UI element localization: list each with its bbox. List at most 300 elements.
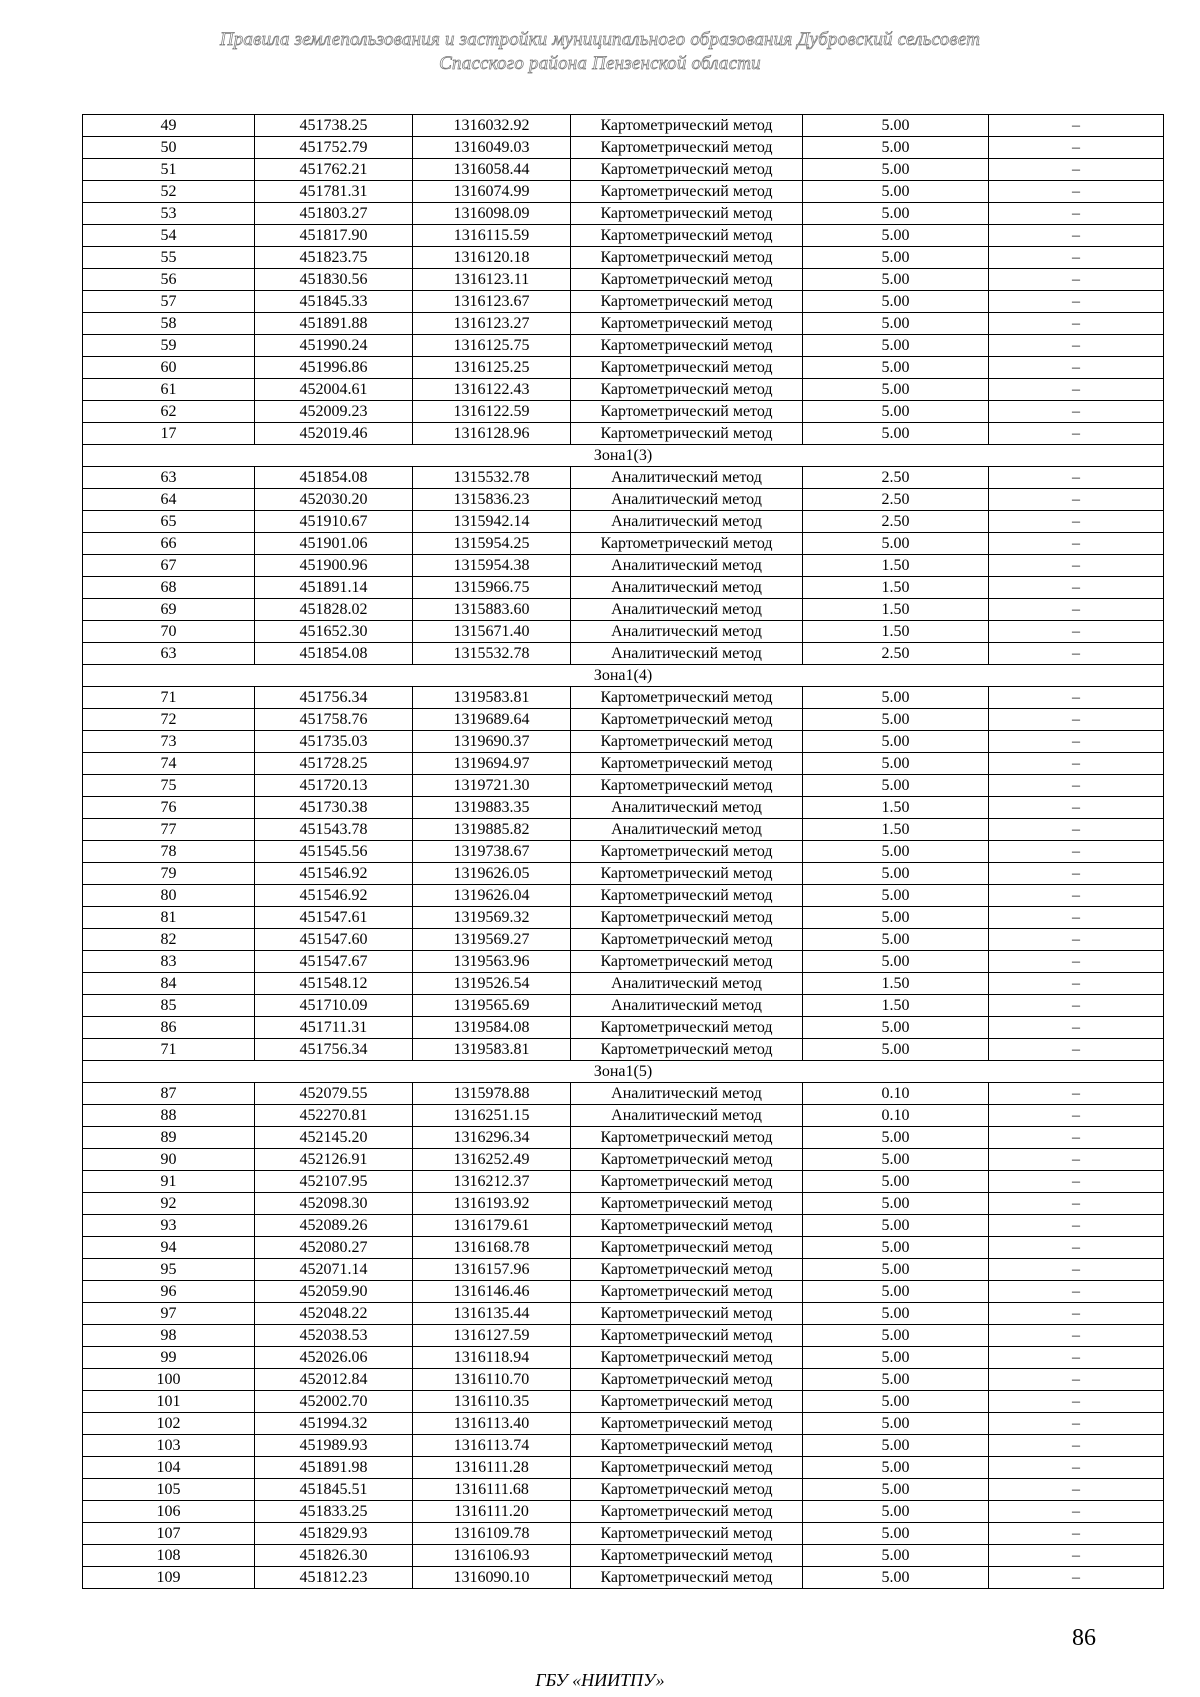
accuracy-cell: 1.50 <box>803 797 989 819</box>
point-number-cell: 50 <box>83 137 255 159</box>
point-number-cell: 108 <box>83 1545 255 1567</box>
method-cell: Картометрический метод <box>571 1127 803 1149</box>
note-cell: – <box>989 1193 1164 1215</box>
x-coordinate-cell: 452012.84 <box>255 1369 413 1391</box>
note-cell: – <box>989 599 1164 621</box>
accuracy-cell: 5.00 <box>803 269 989 291</box>
accuracy-cell: 5.00 <box>803 1457 989 1479</box>
accuracy-cell: 5.00 <box>803 225 989 247</box>
table-row <box>83 1369 1164 1391</box>
method-cell: Аналитический метод <box>571 995 803 1017</box>
y-coordinate-cell: 1316122.59 <box>413 401 571 423</box>
y-coordinate-cell: 1316252.49 <box>413 1149 571 1171</box>
point-number-cell: 59 <box>83 335 255 357</box>
method-cell: Картометрический метод <box>571 753 803 775</box>
x-coordinate-cell: 451833.25 <box>255 1501 413 1523</box>
note-cell: – <box>989 1237 1164 1259</box>
x-coordinate-cell: 452026.06 <box>255 1347 413 1369</box>
accuracy-cell: 5.00 <box>803 1567 989 1589</box>
y-coordinate-cell: 1315883.60 <box>413 599 571 621</box>
method-cell: Картометрический метод <box>571 885 803 907</box>
point-number-cell: 76 <box>83 797 255 819</box>
point-number-cell: 107 <box>83 1523 255 1545</box>
method-cell: Аналитический метод <box>571 555 803 577</box>
note-cell: – <box>989 1017 1164 1039</box>
x-coordinate-cell: 452080.27 <box>255 1237 413 1259</box>
note-cell: – <box>989 137 1164 159</box>
note-cell: – <box>989 1479 1164 1501</box>
point-number-cell: 51 <box>83 159 255 181</box>
method-cell: Картометрический метод <box>571 115 803 137</box>
point-number-cell: 58 <box>83 313 255 335</box>
x-coordinate-cell: 452071.14 <box>255 1259 413 1281</box>
method-cell: Картометрический метод <box>571 863 803 885</box>
method-cell: Аналитический метод <box>571 467 803 489</box>
y-coordinate-cell: 1316128.96 <box>413 423 571 445</box>
method-cell: Аналитический метод <box>571 819 803 841</box>
table-row <box>83 1347 1164 1369</box>
method-cell: Картометрический метод <box>571 181 803 203</box>
point-number-cell: 79 <box>83 863 255 885</box>
y-coordinate-cell: 1319526.54 <box>413 973 571 995</box>
table-row <box>83 379 1164 401</box>
x-coordinate-cell: 452038.53 <box>255 1325 413 1347</box>
note-cell: – <box>989 489 1164 511</box>
y-coordinate-cell: 1319690.37 <box>413 731 571 753</box>
method-cell: Картометрический метод <box>571 1149 803 1171</box>
table-row <box>83 885 1164 907</box>
note-cell: – <box>989 159 1164 181</box>
y-coordinate-cell: 1315954.25 <box>413 533 571 555</box>
y-coordinate-cell: 1316168.78 <box>413 1237 571 1259</box>
point-number-cell: 72 <box>83 709 255 731</box>
method-cell: Картометрический метод <box>571 1391 803 1413</box>
x-coordinate-cell: 451823.75 <box>255 247 413 269</box>
note-cell: – <box>989 709 1164 731</box>
table-row <box>83 863 1164 885</box>
accuracy-cell: 2.50 <box>803 643 989 665</box>
accuracy-cell: 5.00 <box>803 731 989 753</box>
table-row <box>83 1127 1164 1149</box>
y-coordinate-cell: 1316127.59 <box>413 1325 571 1347</box>
method-cell: Аналитический метод <box>571 797 803 819</box>
table-row <box>83 753 1164 775</box>
zone-header-row <box>83 445 1164 467</box>
zone-header-row <box>83 665 1164 687</box>
x-coordinate-cell: 451990.24 <box>255 335 413 357</box>
table-row <box>83 731 1164 753</box>
method-cell: Картометрический метод <box>571 1171 803 1193</box>
accuracy-cell: 5.00 <box>803 1523 989 1545</box>
accuracy-cell: 5.00 <box>803 533 989 555</box>
x-coordinate-cell: 451735.03 <box>255 731 413 753</box>
accuracy-cell: 5.00 <box>803 335 989 357</box>
y-coordinate-cell: 1316110.70 <box>413 1369 571 1391</box>
table-row <box>83 1215 1164 1237</box>
point-number-cell: 103 <box>83 1435 255 1457</box>
y-coordinate-cell: 1315978.88 <box>413 1083 571 1105</box>
x-coordinate-cell: 451710.09 <box>255 995 413 1017</box>
point-number-cell: 69 <box>83 599 255 621</box>
method-cell: Картометрический метод <box>571 687 803 709</box>
y-coordinate-cell: 1316296.34 <box>413 1127 571 1149</box>
x-coordinate-cell: 451891.98 <box>255 1457 413 1479</box>
x-coordinate-cell: 451720.13 <box>255 775 413 797</box>
x-coordinate-cell: 451546.92 <box>255 863 413 885</box>
note-cell: – <box>989 1039 1164 1061</box>
accuracy-cell: 1.50 <box>803 555 989 577</box>
method-cell: Картометрический метод <box>571 1413 803 1435</box>
y-coordinate-cell: 1319626.04 <box>413 885 571 907</box>
y-coordinate-cell: 1319694.97 <box>413 753 571 775</box>
x-coordinate-cell: 451854.08 <box>255 467 413 489</box>
method-cell: Картометрический метод <box>571 159 803 181</box>
point-number-cell: 87 <box>83 1083 255 1105</box>
note-cell: – <box>989 1215 1164 1237</box>
point-number-cell: 100 <box>83 1369 255 1391</box>
point-number-cell: 52 <box>83 181 255 203</box>
method-cell: Картометрический метод <box>571 1523 803 1545</box>
table-row <box>83 1281 1164 1303</box>
x-coordinate-cell: 451989.93 <box>255 1435 413 1457</box>
table-row <box>83 1435 1164 1457</box>
table-row <box>83 995 1164 1017</box>
y-coordinate-cell: 1316111.20 <box>413 1501 571 1523</box>
point-number-cell: 63 <box>83 643 255 665</box>
method-cell: Картометрический метод <box>571 929 803 951</box>
method-cell: Картометрический метод <box>571 423 803 445</box>
x-coordinate-cell: 452059.90 <box>255 1281 413 1303</box>
method-cell: Картометрический метод <box>571 335 803 357</box>
accuracy-cell: 5.00 <box>803 1391 989 1413</box>
table-row <box>83 1501 1164 1523</box>
y-coordinate-cell: 1319563.96 <box>413 951 571 973</box>
table-row <box>83 335 1164 357</box>
note-cell: – <box>989 1545 1164 1567</box>
point-number-cell: 64 <box>83 489 255 511</box>
note-cell: – <box>989 907 1164 929</box>
zone-label: Зона1(3) <box>83 445 1164 467</box>
y-coordinate-cell: 1319885.82 <box>413 819 571 841</box>
x-coordinate-cell: 451738.25 <box>255 115 413 137</box>
point-number-cell: 57 <box>83 291 255 313</box>
accuracy-cell: 1.50 <box>803 819 989 841</box>
note-cell: – <box>989 885 1164 907</box>
note-cell: – <box>989 335 1164 357</box>
method-cell: Картометрический метод <box>571 1435 803 1457</box>
method-cell: Картометрический метод <box>571 533 803 555</box>
note-cell: – <box>989 247 1164 269</box>
table-row <box>83 621 1164 643</box>
note-cell: – <box>989 841 1164 863</box>
accuracy-cell: 5.00 <box>803 1281 989 1303</box>
note-cell: – <box>989 621 1164 643</box>
x-coordinate-cell: 451826.30 <box>255 1545 413 1567</box>
table-row <box>83 247 1164 269</box>
table-row <box>83 797 1164 819</box>
note-cell: – <box>989 115 1164 137</box>
point-number-cell: 65 <box>83 511 255 533</box>
note-cell: – <box>989 1369 1164 1391</box>
table-row <box>83 533 1164 555</box>
method-cell: Картометрический метод <box>571 775 803 797</box>
table-row <box>83 951 1164 973</box>
y-coordinate-cell: 1316058.44 <box>413 159 571 181</box>
accuracy-cell: 5.00 <box>803 291 989 313</box>
table-row <box>83 401 1164 423</box>
note-cell: – <box>989 1325 1164 1347</box>
y-coordinate-cell: 1319626.05 <box>413 863 571 885</box>
table-row <box>83 423 1164 445</box>
table-row <box>83 1325 1164 1347</box>
table-row <box>83 1171 1164 1193</box>
y-coordinate-cell: 1316157.96 <box>413 1259 571 1281</box>
table-row <box>83 599 1164 621</box>
table-row <box>83 1259 1164 1281</box>
method-cell: Картометрический метод <box>571 1457 803 1479</box>
table-row <box>83 181 1164 203</box>
method-cell: Картометрический метод <box>571 1281 803 1303</box>
accuracy-cell: 5.00 <box>803 1149 989 1171</box>
method-cell: Картометрический метод <box>571 731 803 753</box>
x-coordinate-cell: 451711.31 <box>255 1017 413 1039</box>
x-coordinate-cell: 452270.81 <box>255 1105 413 1127</box>
coordinates-table <box>82 114 1164 1589</box>
point-number-cell: 94 <box>83 1237 255 1259</box>
method-cell: Картометрический метод <box>571 1039 803 1061</box>
accuracy-cell: 2.50 <box>803 489 989 511</box>
y-coordinate-cell: 1316110.35 <box>413 1391 571 1413</box>
method-cell: Картометрический метод <box>571 951 803 973</box>
point-number-cell: 74 <box>83 753 255 775</box>
table-row <box>83 643 1164 665</box>
zone-label: Зона1(5) <box>83 1061 1164 1083</box>
x-coordinate-cell: 451812.23 <box>255 1567 413 1589</box>
method-cell: Картометрический метод <box>571 1501 803 1523</box>
note-cell: – <box>989 1259 1164 1281</box>
accuracy-cell: 5.00 <box>803 1545 989 1567</box>
note-cell: – <box>989 819 1164 841</box>
zone-header-row <box>83 1061 1164 1083</box>
accuracy-cell: 5.00 <box>803 203 989 225</box>
accuracy-cell: 5.00 <box>803 1215 989 1237</box>
page-number: 86 <box>1072 1625 1096 1651</box>
y-coordinate-cell: 1316032.92 <box>413 115 571 137</box>
point-number-cell: 97 <box>83 1303 255 1325</box>
method-cell: Картометрический метод <box>571 1017 803 1039</box>
accuracy-cell: 5.00 <box>803 1171 989 1193</box>
table-row <box>83 1237 1164 1259</box>
accuracy-cell: 5.00 <box>803 401 989 423</box>
x-coordinate-cell: 451548.12 <box>255 973 413 995</box>
accuracy-cell: 2.50 <box>803 511 989 533</box>
point-number-cell: 93 <box>83 1215 255 1237</box>
method-cell: Картометрический метод <box>571 1369 803 1391</box>
accuracy-cell: 5.00 <box>803 687 989 709</box>
note-cell: – <box>989 181 1164 203</box>
accuracy-cell: 5.00 <box>803 885 989 907</box>
table-row <box>83 819 1164 841</box>
point-number-cell: 54 <box>83 225 255 247</box>
x-coordinate-cell: 451994.32 <box>255 1413 413 1435</box>
table-row <box>83 115 1164 137</box>
note-cell: – <box>989 929 1164 951</box>
note-cell: – <box>989 357 1164 379</box>
note-cell: – <box>989 1149 1164 1171</box>
point-number-cell: 70 <box>83 621 255 643</box>
accuracy-cell: 5.00 <box>803 357 989 379</box>
note-cell: – <box>989 423 1164 445</box>
y-coordinate-cell: 1319883.35 <box>413 797 571 819</box>
accuracy-cell: 5.00 <box>803 907 989 929</box>
note-cell: – <box>989 225 1164 247</box>
y-coordinate-cell: 1319569.32 <box>413 907 571 929</box>
x-coordinate-cell: 451900.96 <box>255 555 413 577</box>
y-coordinate-cell: 1316090.10 <box>413 1567 571 1589</box>
note-cell: – <box>989 1347 1164 1369</box>
y-coordinate-cell: 1316179.61 <box>413 1215 571 1237</box>
x-coordinate-cell: 451545.56 <box>255 841 413 863</box>
y-coordinate-cell: 1316251.15 <box>413 1105 571 1127</box>
y-coordinate-cell: 1316120.18 <box>413 247 571 269</box>
table-row <box>83 1149 1164 1171</box>
accuracy-cell: 5.00 <box>803 181 989 203</box>
x-coordinate-cell: 451996.86 <box>255 357 413 379</box>
table-row <box>83 511 1164 533</box>
table-row <box>83 709 1164 731</box>
y-coordinate-cell: 1319583.81 <box>413 1039 571 1061</box>
method-cell: Картометрический метод <box>571 225 803 247</box>
accuracy-cell: 5.00 <box>803 1501 989 1523</box>
y-coordinate-cell: 1315836.23 <box>413 489 571 511</box>
method-cell: Картометрический метод <box>571 247 803 269</box>
point-number-cell: 86 <box>83 1017 255 1039</box>
accuracy-cell: 5.00 <box>803 1435 989 1457</box>
table-row <box>83 1567 1164 1589</box>
accuracy-cell: 5.00 <box>803 841 989 863</box>
table-row <box>83 775 1164 797</box>
x-coordinate-cell: 451803.27 <box>255 203 413 225</box>
y-coordinate-cell: 1315532.78 <box>413 467 571 489</box>
point-number-cell: 109 <box>83 1567 255 1589</box>
note-cell: – <box>989 577 1164 599</box>
header-line-2: Спасского района Пензенской области <box>439 53 761 74</box>
coordinates-table-body <box>83 115 1164 1589</box>
point-number-cell: 90 <box>83 1149 255 1171</box>
table-row <box>83 467 1164 489</box>
point-number-cell: 80 <box>83 885 255 907</box>
table-row <box>83 203 1164 225</box>
x-coordinate-cell: 451845.51 <box>255 1479 413 1501</box>
method-cell: Картометрический метод <box>571 1193 803 1215</box>
accuracy-cell: 2.50 <box>803 467 989 489</box>
accuracy-cell: 5.00 <box>803 159 989 181</box>
point-number-cell: 75 <box>83 775 255 797</box>
note-cell: – <box>989 1567 1164 1589</box>
table-row <box>83 1083 1164 1105</box>
accuracy-cell: 5.00 <box>803 1259 989 1281</box>
x-coordinate-cell: 452145.20 <box>255 1127 413 1149</box>
accuracy-cell: 5.00 <box>803 775 989 797</box>
note-cell: – <box>989 1083 1164 1105</box>
note-cell: – <box>989 1281 1164 1303</box>
point-number-cell: 89 <box>83 1127 255 1149</box>
note-cell: – <box>989 1303 1164 1325</box>
y-coordinate-cell: 1316115.59 <box>413 225 571 247</box>
document-footer: ГБУ «НИИТПУ» <box>535 1670 665 1690</box>
y-coordinate-cell: 1316113.40 <box>413 1413 571 1435</box>
point-number-cell: 53 <box>83 203 255 225</box>
point-number-cell: 66 <box>83 533 255 555</box>
y-coordinate-cell: 1316122.43 <box>413 379 571 401</box>
note-cell: – <box>989 995 1164 1017</box>
accuracy-cell: 1.50 <box>803 995 989 1017</box>
point-number-cell: 84 <box>83 973 255 995</box>
x-coordinate-cell: 451547.60 <box>255 929 413 951</box>
note-cell: – <box>989 643 1164 665</box>
y-coordinate-cell: 1316111.28 <box>413 1457 571 1479</box>
y-coordinate-cell: 1316146.46 <box>413 1281 571 1303</box>
method-cell: Картометрический метод <box>571 137 803 159</box>
point-number-cell: 98 <box>83 1325 255 1347</box>
accuracy-cell: 5.00 <box>803 753 989 775</box>
point-number-cell: 71 <box>83 687 255 709</box>
table-row <box>83 489 1164 511</box>
note-cell: – <box>989 533 1164 555</box>
x-coordinate-cell: 451756.34 <box>255 1039 413 1061</box>
y-coordinate-cell: 1316118.94 <box>413 1347 571 1369</box>
x-coordinate-cell: 452030.20 <box>255 489 413 511</box>
method-cell: Аналитический метод <box>571 511 803 533</box>
x-coordinate-cell: 451817.90 <box>255 225 413 247</box>
accuracy-cell: 5.00 <box>803 1193 989 1215</box>
x-coordinate-cell: 451652.30 <box>255 621 413 643</box>
y-coordinate-cell: 1316074.99 <box>413 181 571 203</box>
accuracy-cell: 0.10 <box>803 1105 989 1127</box>
x-coordinate-cell: 451781.31 <box>255 181 413 203</box>
accuracy-cell: 5.00 <box>803 115 989 137</box>
y-coordinate-cell: 1316113.74 <box>413 1435 571 1457</box>
x-coordinate-cell: 451547.61 <box>255 907 413 929</box>
accuracy-cell: 5.00 <box>803 929 989 951</box>
point-number-cell: 99 <box>83 1347 255 1369</box>
x-coordinate-cell: 452089.26 <box>255 1215 413 1237</box>
note-cell: – <box>989 1105 1164 1127</box>
table-row <box>83 1545 1164 1567</box>
table-row <box>83 973 1164 995</box>
point-number-cell: 96 <box>83 1281 255 1303</box>
x-coordinate-cell: 451828.02 <box>255 599 413 621</box>
point-number-cell: 105 <box>83 1479 255 1501</box>
method-cell: Аналитический метод <box>571 489 803 511</box>
table-row <box>83 291 1164 313</box>
note-cell: – <box>989 951 1164 973</box>
method-cell: Картометрический метод <box>571 1237 803 1259</box>
point-number-cell: 104 <box>83 1457 255 1479</box>
accuracy-cell: 5.00 <box>803 137 989 159</box>
x-coordinate-cell: 451730.38 <box>255 797 413 819</box>
x-coordinate-cell: 451891.88 <box>255 313 413 335</box>
point-number-cell: 81 <box>83 907 255 929</box>
y-coordinate-cell: 1319584.08 <box>413 1017 571 1039</box>
point-number-cell: 92 <box>83 1193 255 1215</box>
y-coordinate-cell: 1316193.92 <box>413 1193 571 1215</box>
method-cell: Картометрический метод <box>571 1545 803 1567</box>
note-cell: – <box>989 467 1164 489</box>
y-coordinate-cell: 1316106.93 <box>413 1545 571 1567</box>
y-coordinate-cell: 1315942.14 <box>413 511 571 533</box>
method-cell: Картометрический метод <box>571 291 803 313</box>
